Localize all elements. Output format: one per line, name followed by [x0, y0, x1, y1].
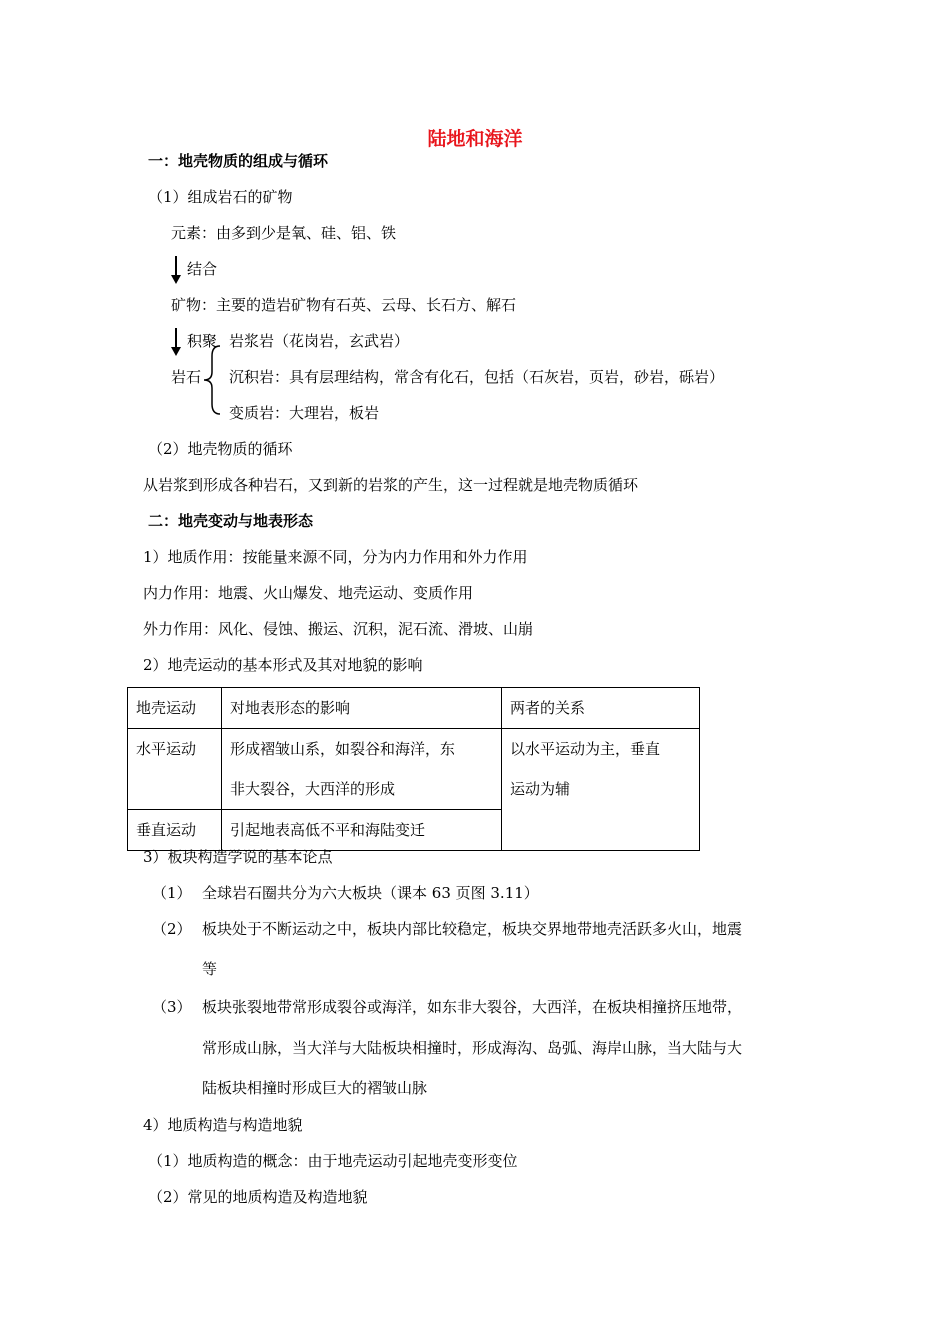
external-forces-line: 外力作用：风化、侵蚀、搬运、沉积，泥石流、滑坡、山崩	[143, 620, 534, 638]
point-text: 陆板块相撞时形成巨大的褶皱山脉	[202, 1079, 428, 1097]
sub-heading-cycle: （2）地壳物质的循环	[148, 440, 293, 458]
plate-tectonics-heading: 3）板块构造学说的基本论点	[143, 848, 333, 866]
minerals-line: 矿物：主要的造岩矿物有石英、云母、长石方、解石	[171, 296, 517, 314]
table-header-cell: 两者的关系	[502, 688, 700, 729]
point-text: 全球岩石圈共分为六大板块（课本 63 页图 3.11）	[202, 884, 539, 902]
geologic-structure-heading: 4）地质构造与构造地貌	[143, 1116, 303, 1134]
curly-brace-icon	[200, 344, 224, 416]
structure-concept-line: （1）地质构造的概念：由于地壳运动引起地壳变形变位	[148, 1152, 518, 1170]
point-text: 等	[202, 960, 218, 978]
page-title: 陆地和海洋	[427, 128, 523, 150]
relation-line: 运动为辅	[510, 780, 571, 798]
down-arrow-icon	[171, 256, 181, 284]
point-text: 板块张裂地带常形成裂谷或海洋，如东非大裂谷，大西洋，在板块相撞挤压地带，	[202, 998, 743, 1016]
table-cell-type: 水平运动	[128, 729, 222, 810]
table-header-row	[128, 688, 700, 729]
effect-line: 形成褶皱山系，如裂谷和海洋，东	[230, 740, 456, 758]
section-1-heading: 一：地壳物质的组成与循环	[148, 152, 329, 170]
combine-label: 结合	[187, 260, 218, 278]
point-text: 板块处于不断运动之中，板块内部比较稳定，板块交界地带地壳活跃多火山，地震	[202, 920, 743, 938]
rock-type-igneous: 岩浆岩（花岗岩，玄武岩）	[229, 332, 410, 350]
common-structures-line: （2）常见的地质构造及构造地貌	[148, 1188, 368, 1206]
rocks-label: 岩石	[171, 368, 202, 386]
point-text: 常形成山脉，当大洋与大陆板块相撞时，形成海沟、岛弧、海岸山脉，当大陆与大	[202, 1039, 743, 1057]
point-number: （2）	[152, 920, 192, 938]
table-header-cell: 地壳运动	[128, 688, 222, 729]
crust-movement-table	[127, 687, 700, 851]
geologic-process-line: 1）地质作用：按能量来源不同，分为内力作用和外力作用	[143, 548, 528, 566]
down-arrow-icon	[171, 328, 181, 356]
table-row	[128, 729, 700, 810]
crust-movement-heading: 2）地壳运动的基本形式及其对地貌的影响	[143, 656, 423, 674]
rock-type-sedimentary: 沉积岩：具有层理结构，常含有化石，包括（石灰岩，页岩，砂岩，砾岩）	[229, 368, 725, 386]
table-cell-type: 垂直运动	[128, 810, 222, 851]
accumulate-label: 积聚	[187, 332, 218, 350]
table-cell-effect: 引起地表高低不平和海陆变迁	[222, 810, 502, 851]
sub-heading-minerals: （1）组成岩石的矿物	[148, 188, 293, 206]
point-number: （3）	[152, 998, 192, 1016]
table-cell-effect	[222, 729, 502, 810]
table-cell-relation	[502, 729, 700, 851]
cycle-text: 从岩浆到形成各种岩石，又到新的岩浆的产生，这一过程就是地壳物质循环	[143, 476, 639, 494]
effect-line: 非大裂谷，大西洋的形成	[230, 780, 396, 798]
internal-forces-line: 内力作用：地震、火山爆发、地壳运动、变质作用	[143, 584, 474, 602]
relation-line: 以水平运动为主，垂直	[510, 740, 661, 758]
section-2-heading: 二：地壳变动与地表形态	[148, 512, 314, 530]
table-header-cell: 对地表形态的影响	[222, 688, 502, 729]
rock-type-metamorphic: 变质岩：大理岩，板岩	[229, 404, 380, 422]
point-number: （1）	[152, 884, 192, 902]
elements-line: 元素：由多到少是氧、硅、铝、铁	[171, 224, 397, 242]
